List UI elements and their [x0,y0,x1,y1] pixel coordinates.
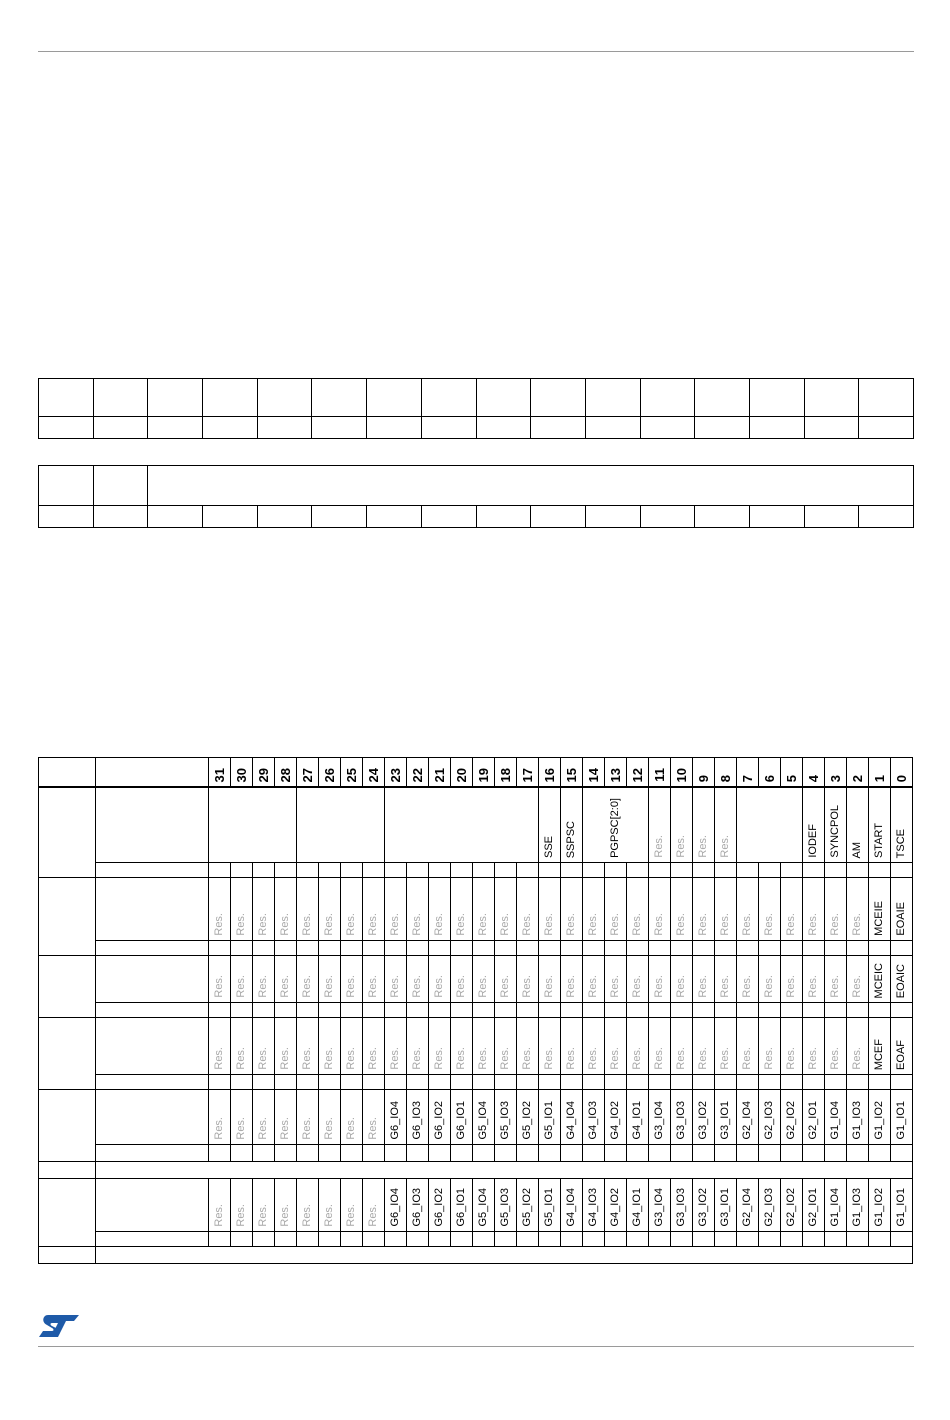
field-name: G1_IO3 [851,1188,863,1227]
field-name: AM [851,841,863,858]
bit-number: 13 [608,767,623,782]
bit-number: 26 [322,767,337,782]
field-name: EOAF [895,1040,907,1070]
reset-value-row [39,1075,913,1090]
field-name: G4_IO1 [631,1188,643,1227]
field-name: MCEIC [873,962,885,998]
reserved-bit: Res. [653,975,665,998]
reserved-bit: Res. [697,1047,709,1070]
field-name: G5_IO2 [521,1101,533,1140]
field-name: G4_IO2 [609,1101,621,1140]
reserved-bit: Res. [609,1047,621,1070]
reserved-bit: Res. [785,975,797,998]
register-row [39,1018,913,1075]
bit-number: 29 [256,767,271,782]
field-name: MCEF [873,1038,885,1070]
field-name: Res. [653,835,665,858]
bit-number: 11 [652,768,667,782]
field-name: G5_IO1 [543,1101,555,1140]
reserved-bit: Res. [851,1047,863,1070]
field-name: G2_IO3 [763,1101,775,1140]
field-name: G3_IO1 [719,1188,731,1227]
field-name: G2_IO2 [785,1188,797,1227]
bit-number: 22 [410,767,425,782]
reserved-bit: Res. [323,1204,335,1227]
field-name: G1_IO2 [873,1101,885,1140]
bit-number-row [39,758,913,788]
reserved-bit: Res. [279,1117,291,1140]
reserved-bit: Res. [235,1204,247,1227]
register-map-table [38,757,913,1264]
field-name: G1_IO1 [895,1101,907,1140]
reserved-bit: Res. [345,913,357,936]
reserved-bit: Res. [807,913,819,936]
reserved-bit: Res. [455,1047,467,1070]
bit-number: 2 [850,774,865,782]
bit-number: 4 [806,774,821,782]
field-name: G2_IO1 [807,1188,819,1227]
reserved-bit: Res. [851,913,863,936]
bit-number: 3 [828,774,843,782]
field-name: G6_IO1 [455,1101,467,1140]
reserved-bit: Res. [675,975,687,998]
field-name: G2_IO1 [807,1101,819,1140]
field-name: G1_IO2 [873,1188,885,1227]
reserved-bit: Res. [257,975,269,998]
bit-number: 16 [542,767,557,782]
reserved-bit: Res. [829,913,841,936]
reserved-bit: Res. [235,975,247,998]
reserved-bit: Res. [301,1117,313,1140]
reserved-bit: Res. [631,1047,643,1070]
reserved-bit: Res. [807,1047,819,1070]
bit-number: 31 [212,767,227,782]
reserved-bit: Res. [763,975,775,998]
reserved-bit: Res. [345,975,357,998]
field-name: G5_IO2 [521,1188,533,1227]
reset-value-row [39,863,913,878]
reserved-bit: Res. [301,1204,313,1227]
register-row [39,1090,913,1145]
field-name: G3_IO2 [697,1188,709,1227]
reserved-bit: Res. [631,975,643,998]
reserved-bit: Res. [213,913,225,936]
reserved-bit: Res. [367,1117,379,1140]
reserved-bit: Res. [477,913,489,936]
register-row [39,787,913,863]
reserved-bit: Res. [411,913,423,936]
reserved-bit: Res. [455,913,467,936]
reserved-bit: Res. [785,913,797,936]
field-name: G1_IO1 [895,1188,907,1227]
reserved-bit: Res. [741,913,753,936]
reserved-bit: Res. [741,975,753,998]
bit-number: 18 [498,767,513,782]
reserved-bit: Res. [279,975,291,998]
field-name: G5_IO4 [477,1188,489,1227]
field-name: G6_IO3 [411,1188,423,1227]
reserved-bit: Res. [323,913,335,936]
reserved-bit: Res. [631,913,643,936]
reserved-bit: Res. [455,975,467,998]
bit-number: 10 [674,767,689,782]
field-name: G6_IO1 [455,1188,467,1227]
reserved-bit: Res. [367,975,379,998]
reserved-bit: Res. [301,1047,313,1070]
field-name: G6_IO3 [411,1101,423,1140]
reserved-bit: Res. [543,913,555,936]
reset-value-row [39,1145,913,1162]
reserved-bit: Res. [235,1117,247,1140]
reserved-bit: Res. [543,975,555,998]
field-name: G5_IO3 [499,1101,511,1140]
reserved-bit: Res. [587,913,599,936]
reserved-bit: Res. [257,913,269,936]
reserved-bit: Res. [213,1047,225,1070]
field-name: MCEIE [873,901,885,936]
reserved-bit: Res. [323,1047,335,1070]
field-name: G6_IO4 [389,1188,401,1227]
reserved-bit: Res. [279,913,291,936]
reserved-bit: Res. [829,975,841,998]
field-name: G4_IO1 [631,1101,643,1140]
bit-number: 5 [784,774,799,782]
reserved-bit: Res. [653,913,665,936]
reserved-bit: Res. [235,1047,247,1070]
field-name: G4_IO4 [565,1101,577,1140]
register-table-top [38,378,914,439]
register-row [39,878,913,941]
field-name: G6_IO2 [433,1188,445,1227]
reserved-bit: Res. [301,913,313,936]
reserved-bit: Res. [763,1047,775,1070]
bit-number: 28 [278,767,293,782]
bit-number: 8 [718,774,733,782]
reserved-bit: Res. [763,913,775,936]
field-name: Res. [675,835,687,858]
reserved-bit: Res. [345,1204,357,1227]
bit-number: 30 [234,767,249,782]
field-name: EOAIC [895,963,907,998]
reserved-bit: Res. [345,1117,357,1140]
reserved-bit: Res. [389,913,401,936]
bit-number: 6 [762,774,777,782]
field-name: G6_IO2 [433,1101,445,1140]
reserved-bit: Res. [367,913,379,936]
field-name: G3_IO4 [653,1188,665,1227]
reserved-bit: Res. [719,1047,731,1070]
field-name: G4_IO2 [609,1188,621,1227]
field-name: START [873,822,885,858]
register-table-bottom [38,465,914,528]
register-row [39,1179,913,1232]
reserved-bit: Res. [323,1117,335,1140]
field-name: G4_IO3 [587,1188,599,1227]
reserved-bit: Res. [235,913,247,936]
reserved-bit: Res. [499,975,511,998]
bit-number: 14 [586,767,601,782]
field-name: G5_IO1 [543,1188,555,1227]
reserved-bit: Res. [587,975,599,998]
bit-number: 9 [696,774,711,782]
reserved-bit: Res. [543,1047,555,1070]
field-name: G4_IO3 [587,1101,599,1140]
field-name: G3_IO2 [697,1101,709,1140]
reserved-bit: Res. [521,1047,533,1070]
reserved-bit: Res. [345,1047,357,1070]
register-row [39,956,913,1003]
field-name: EOAIE [895,902,907,936]
reset-value-row [39,1232,913,1247]
field-name: TSCE [895,828,907,858]
bit-number: 21 [432,767,447,782]
reserved-bit: Res. [521,975,533,998]
footer-rule [38,1346,914,1347]
field-name: SSE [543,835,555,858]
reserved-bit: Res. [521,913,533,936]
field-name: G3_IO3 [675,1188,687,1227]
bit-number: 12 [630,767,645,782]
reserved-bit: Res. [323,975,335,998]
field-name: G1_IO4 [829,1188,841,1227]
bit-number: 1 [872,774,887,782]
reserved-bit: Res. [785,1047,797,1070]
bit-number: 23 [388,767,403,782]
reset-value-row [39,1003,913,1018]
field-name: G1_IO3 [851,1101,863,1140]
field-name: G3_IO4 [653,1101,665,1140]
reserved-bit: Res. [719,913,731,936]
reserved-bit: Res. [675,913,687,936]
bit-number: 25 [344,767,359,782]
reserved-bit: Res. [697,913,709,936]
table-end-row [39,1247,913,1264]
field-name: G2_IO4 [741,1101,753,1140]
header-rule [38,51,914,52]
field-name: G6_IO4 [389,1101,401,1140]
field-name: G5_IO3 [499,1188,511,1227]
bit-number: 15 [564,767,579,782]
reserved-bit: Res. [257,1204,269,1227]
field-name: SSPSC [565,820,577,858]
reserved-bit: Res. [213,975,225,998]
reserved-bit: Res. [675,1047,687,1070]
reserved-bit: Res. [697,975,709,998]
reserved-bit: Res. [609,975,621,998]
field-name: G2_IO4 [741,1188,753,1227]
reserved-bit: Res. [411,975,423,998]
field-name: PGPSC[2:0] [609,798,621,858]
reserved-bit: Res. [719,975,731,998]
reserved-bit: Res. [851,975,863,998]
field-name: G5_IO4 [477,1101,489,1140]
reserved-bit: Res. [389,1047,401,1070]
field-name: SYNCPOL [829,805,841,858]
reserved-bit: Res. [587,1047,599,1070]
field-name: G2_IO2 [785,1101,797,1140]
bit-number: 7 [740,774,755,782]
bit-number: 19 [476,767,491,782]
bit-number: 24 [366,767,381,782]
field-name: G4_IO4 [565,1188,577,1227]
reserved-bit: Res. [367,1204,379,1227]
field-name: G3_IO1 [719,1101,731,1140]
reserved-bit: Res. [433,913,445,936]
reserved-bit: Res. [565,1047,577,1070]
reserved-bit: Res. [609,913,621,936]
reserved-bit: Res. [477,1047,489,1070]
reserved-bit: Res. [433,1047,445,1070]
reserved-bit: Res. [653,1047,665,1070]
reserved-bit: Res. [279,1204,291,1227]
field-name: G3_IO3 [675,1101,687,1140]
reset-value-row [39,941,913,956]
reserved-bit: Res. [829,1047,841,1070]
reserved-bit: Res. [279,1047,291,1070]
reserved-bit: Res. [499,913,511,936]
reserved-bit: Res. [741,1047,753,1070]
reserved-bit: Res. [499,1047,511,1070]
reserved-bit: Res. [213,1117,225,1140]
reserved-register-row [39,1162,913,1179]
reserved-bit: Res. [213,1204,225,1227]
bit-number: 20 [454,767,469,782]
field-name: Res. [697,835,709,858]
bit-number: 27 [300,767,315,782]
field-name: Res. [719,835,731,858]
reserved-bit: Res. [301,975,313,998]
reserved-bit: Res. [257,1047,269,1070]
reserved-bit: Res. [565,975,577,998]
reserved-bit: Res. [477,975,489,998]
bit-number: 17 [520,767,535,782]
reserved-bit: Res. [257,1117,269,1140]
reserved-bit: Res. [433,975,445,998]
field-name: G2_IO3 [763,1188,775,1227]
reserved-bit: Res. [565,913,577,936]
reserved-bit: Res. [367,1047,379,1070]
reserved-bit: Res. [411,1047,423,1070]
field-name: G1_IO4 [829,1101,841,1140]
st-logo-icon [38,1312,80,1340]
field-name: IODEF [807,824,819,858]
reserved-bit: Res. [807,975,819,998]
reserved-bit: Res. [389,975,401,998]
bit-number: 0 [894,774,909,782]
